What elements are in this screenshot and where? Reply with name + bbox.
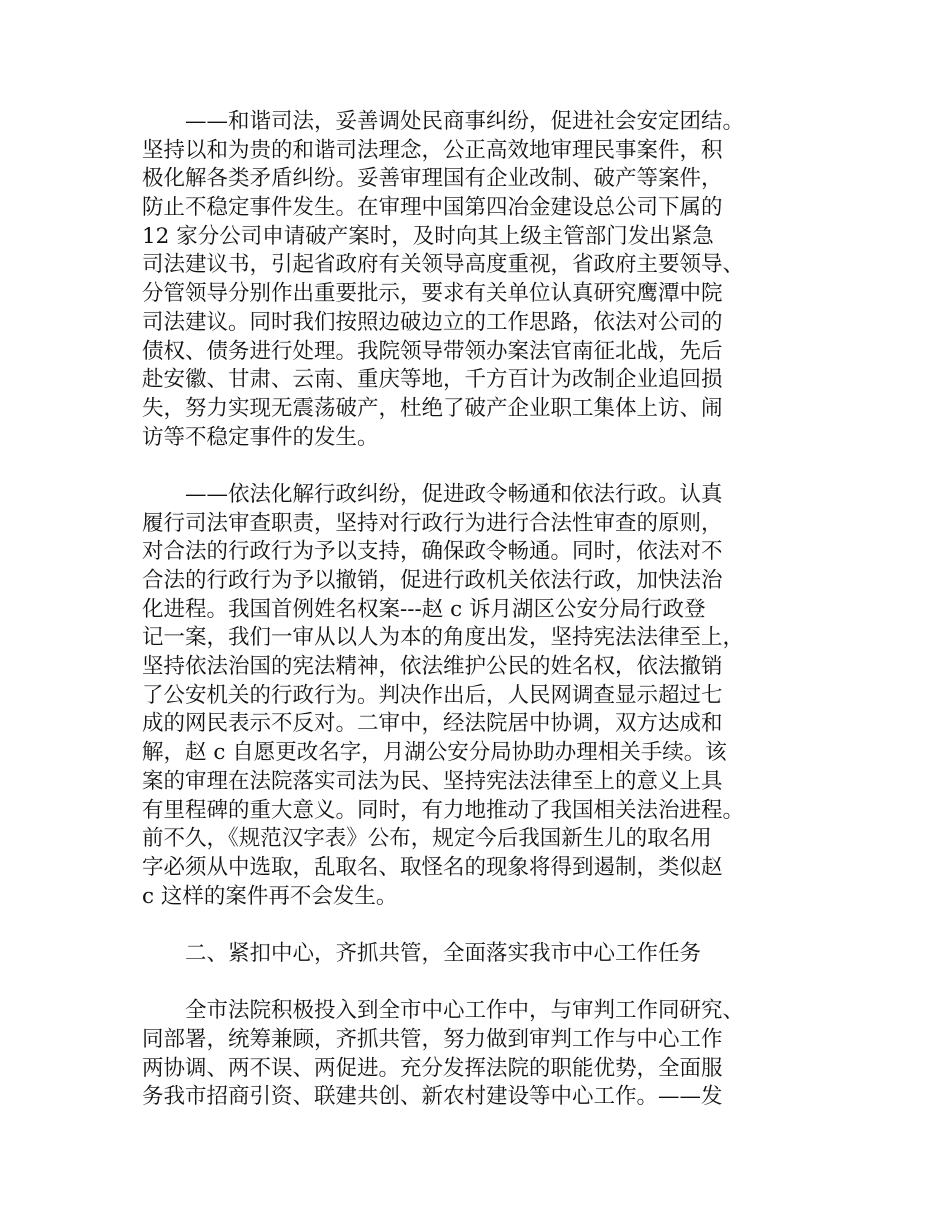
text-line: 极化解各类矛盾纠纷。妥善审理国有企业改制、破产等案件，	[142, 166, 723, 192]
paragraph-spacer	[142, 911, 822, 940]
text-line: 司法建议。同时我们按照边破边立的工作思路，依法对公司的	[142, 309, 723, 335]
text-line: 案的审理在法院落实司法为民、坚持宪法法律至上的意义上具	[142, 768, 723, 794]
text-line: 字必须从中选取，乱取名、取怪名的现象将得到遏制，类似赵	[142, 854, 723, 880]
text-line: ——和谐司法，妥善调处民商事纠纷，促进社会安定团结。	[185, 109, 745, 134]
text-line: 防止不稳定事件发生。在审理中国第四冶金建设总公司下属的	[142, 195, 723, 221]
text-line: 履行司法审查职责，坚持对行政行为进行合法性审查的原则，	[142, 510, 723, 536]
text-line: 有里程碑的重大意义。同时，有力地推动了我国相关法治进程。	[142, 797, 745, 823]
text-line: 分管领导分别作出重要批示，要求有关单位认真研究鹰潭中院	[142, 281, 723, 307]
document-page	[142, 108, 822, 1112]
paragraph-spacer	[142, 969, 822, 998]
text-line: 解，赵 c 自愿更改名字，月湖公安分局协助办理相关手续。该	[142, 740, 727, 766]
text-line: 两协调、两不误、两促进。充分发挥法院的职能优势，全面服	[142, 1055, 723, 1081]
text-line: 坚持以和为贵的和谐司法理念，公正高效地审理民事案件，积	[142, 137, 723, 163]
text-line: 12 家分公司申请破产案时，及时向其上级主管部门发出紧急	[142, 223, 714, 249]
text-line: 坚持依法治国的宪法精神，依法维护公民的姓名权，依法撤销	[142, 654, 723, 680]
text-line: 访等不稳定事件的发生。	[142, 424, 379, 450]
text-line: c 这样的案件再不会发生。	[142, 883, 398, 909]
text-line: 对合法的行政行为予以支持，确保政令畅通。同时，依法对不	[142, 539, 723, 565]
text-line: 债权、债务进行处理。我院领导带领办案法官南征北战，先后	[142, 338, 723, 364]
paragraph-administrative-disputes	[142, 481, 822, 911]
text-line: 记一案，我们一审从以人为本的角度出发，坚持宪法法律至上，	[142, 625, 745, 651]
section-heading-text: 二、紧扣中心，齐抓共管，全面落实我市中心工作任务	[185, 940, 702, 966]
text-line: 务我市招商引资、联建共创、新农村建设等中心工作。——发	[142, 1084, 723, 1110]
text-line: 前不久，《规范汉字表》公布，规定今后我国新生儿的取名用	[142, 826, 712, 852]
text-line: 化进程。我国首例姓名权案---赵 c 诉月湖区公安分局行政登	[142, 596, 706, 622]
text-line: 了公安机关的行政行为。判决作出后，人民网调查显示超过七	[142, 682, 723, 708]
text-line: 合法的行政行为予以撤销，促进行政机关依法行政，加快法治	[142, 568, 723, 593]
paragraph-spacer	[142, 452, 822, 481]
text-line: ——依法化解行政纠纷，促进政令畅通和依法行政。认真	[185, 481, 723, 507]
section-heading	[142, 940, 822, 969]
text-line: 赴安徽、甘肃、云南、重庆等地，千方百计为改制企业追回损	[142, 367, 723, 393]
text-line: 司法建议书，引起省政府有关领导高度重视，省政府主要领导、	[142, 252, 745, 278]
text-line: 失，努力实现无震荡破产，杜绝了破产企业职工集体上访、闹	[142, 395, 723, 421]
text-line: 全市法院积极投入到全市中心工作中，与审判工作同研究、	[185, 998, 745, 1024]
paragraph-central-work	[142, 997, 822, 1112]
paragraph-harmonious-justice	[142, 108, 822, 452]
text-line: 同部署，统筹兼顾，齐抓共管，努力做到审判工作与中心工作	[142, 1027, 723, 1052]
text-line: 成的网民表示不反对。二审中，经法院居中协调，双方达成和	[142, 711, 723, 737]
